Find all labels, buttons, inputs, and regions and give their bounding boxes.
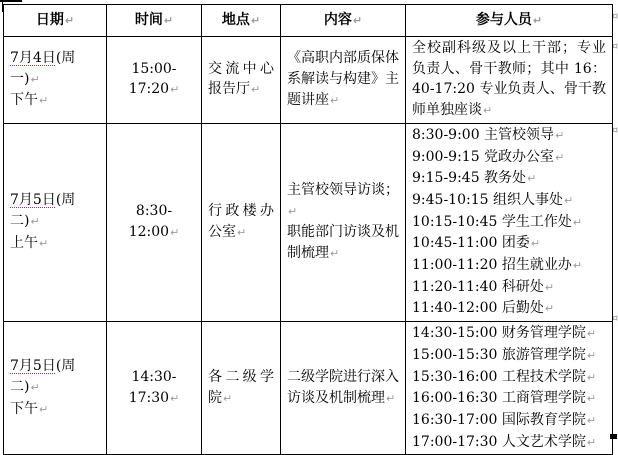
paragraph-mark: ↵ — [555, 150, 565, 164]
participants-cell[interactable] — [406, 322, 613, 455]
paragraph-mark: ↵ — [572, 215, 583, 229]
header-label-time: 时间 — [134, 11, 163, 28]
table-row — [4, 322, 613, 455]
date-text: (周二) — [10, 192, 76, 230]
paragraph-mark: ↵ — [170, 391, 180, 405]
paragraph-mark: ↵ — [544, 302, 555, 316]
date-text: 下午 — [10, 400, 38, 417]
header-cell-date[interactable] — [4, 5, 107, 37]
date-line — [10, 233, 100, 255]
schedule-line — [412, 323, 606, 345]
location-text: 行政楼办公室 — [208, 203, 274, 240]
schedule-text: 14:30-15:00 财务管理学院 — [412, 325, 586, 342]
date-text: (周二) — [10, 358, 76, 395]
content-paragraph — [287, 48, 399, 111]
date-cell[interactable] — [4, 123, 107, 321]
schedule-line — [412, 367, 606, 389]
date-cell[interactable] — [4, 37, 107, 124]
paragraph-mark: ↵ — [527, 172, 537, 186]
schedule-text: 10:45-11:00 团委 — [412, 235, 530, 252]
schedule-line — [412, 345, 606, 367]
paragraph-mark: ↵ — [563, 193, 574, 207]
row-end-mark: ¤ — [612, 11, 618, 22]
schedule-line — [412, 190, 606, 212]
header-label-date: 日期 — [35, 11, 64, 28]
schedule-text: 17:00-17:30 人文艺术学院 — [412, 433, 586, 450]
header-cell-location[interactable] — [202, 5, 281, 37]
date-text-spellchecked: 7月5日 — [10, 192, 56, 209]
date-text-spellchecked: 7月5日 — [10, 358, 56, 375]
participants-cell[interactable] — [406, 123, 613, 321]
schedule-text: 9:00-9:15 党政办公室 — [412, 148, 555, 165]
content-text: 二级学院进行深入访谈及机制梳理 — [287, 369, 399, 406]
schedule-line — [412, 147, 606, 169]
table-row — [4, 37, 613, 124]
date-line — [10, 190, 100, 232]
date-line — [10, 90, 100, 112]
content-cell[interactable] — [281, 322, 406, 455]
paragraph-mark: ↵ — [64, 13, 75, 27]
time-cell[interactable] — [107, 37, 202, 124]
schedule-text: 16:00-16:30 工商管理学院 — [412, 390, 586, 407]
row-end-mark: ¤ — [612, 125, 618, 136]
schedule-line — [412, 277, 606, 299]
paragraph-mark: ↵ — [288, 204, 298, 218]
paragraph-mark: ↵ — [586, 348, 597, 362]
schedule-line — [412, 255, 606, 277]
paragraph-mark: ↵ — [170, 83, 180, 97]
paragraph-mark: ↵ — [586, 327, 597, 341]
schedule-line — [412, 388, 606, 410]
paragraph-mark: ↵ — [572, 259, 583, 273]
date-text: (周一) — [10, 49, 76, 87]
schedule-text: 9:15-9:45 教务处 — [412, 170, 527, 187]
date-text-spellchecked: 7月4日 — [10, 49, 56, 66]
schedule-line — [412, 432, 606, 454]
paragraph-mark: ↵ — [251, 83, 261, 97]
paragraph-mark: ↵ — [586, 392, 597, 406]
date-line — [10, 356, 100, 398]
schedule-text: 9:45-10:15 组织人事处 — [412, 191, 563, 208]
content-paragraph — [287, 180, 399, 222]
header-row — [4, 5, 613, 37]
schedule-line — [412, 298, 606, 320]
paragraph-mark: ↵ — [237, 225, 247, 239]
participants-cell[interactable] — [406, 37, 613, 124]
schedule-text: 8:30-9:00 主管校领导 — [412, 126, 555, 143]
time-text: 8:30-12:00 — [128, 203, 173, 240]
paragraph-mark: ↵ — [30, 380, 40, 394]
schedule-text: 11:00-11:20 招生就业办 — [412, 257, 572, 274]
date-line — [10, 48, 100, 90]
schedule-line — [412, 410, 606, 432]
schedule-text: 10:15-10:45 学生工作处 — [412, 213, 572, 230]
location-text: 各二级学院 — [208, 369, 274, 406]
time-text: 15:00-17:20 — [128, 60, 177, 98]
paragraph-mark: ↵ — [223, 391, 233, 405]
date-cell[interactable] — [4, 322, 107, 455]
row-end-mark: ¤ — [612, 313, 618, 324]
paragraph-mark: ↵ — [330, 247, 340, 261]
header-cell-content[interactable] — [281, 5, 406, 37]
location-text: 交流中心报告厅 — [208, 60, 274, 98]
paragraph-mark: ↵ — [532, 13, 543, 27]
paragraph-mark: ↵ — [586, 435, 597, 449]
paragraph-mark: ↵ — [483, 104, 493, 118]
schedule-text: 11:20-11:40 科研处 — [412, 278, 544, 295]
participants-text: 全校副科级及以上干部；专业负责人、骨干教师；其中 16：40-17:20 专业负责人、骨干教师单独座谈 — [412, 40, 606, 119]
paragraph-mark: ↵ — [39, 236, 49, 250]
header-cell-participants[interactable] — [406, 5, 613, 37]
content-paragraph — [287, 367, 399, 409]
paragraph-mark: ↵ — [586, 370, 597, 384]
date-line — [10, 399, 100, 421]
content-text: 职能部门访谈及机制梳理 — [287, 224, 399, 262]
header-cell-time[interactable] — [107, 5, 202, 37]
date-text: 上午 — [10, 234, 38, 251]
content-text: 《高职内部质保体系解读与构建》主题讲座 — [287, 50, 399, 108]
paragraph-mark: ↵ — [39, 94, 49, 108]
page-artifact-top-bar — [0, 0, 22, 2]
paragraph-mark: ↵ — [352, 13, 363, 27]
schedule-text: 16:30-17:00 国际教育学院 — [412, 411, 586, 428]
schedule-line — [412, 125, 606, 147]
row-end-mark: ¤ — [612, 41, 618, 52]
paragraph-mark: ↵ — [330, 93, 340, 107]
schedule-text: 11:40-12:00 后勤处 — [412, 300, 544, 317]
header-label-location: 地点 — [221, 11, 250, 28]
schedule-line — [412, 212, 606, 234]
participants-paragraph — [412, 38, 606, 122]
paragraph-mark: ↵ — [530, 237, 541, 251]
location-cell[interactable] — [202, 322, 281, 455]
paragraph-mark: ↵ — [250, 13, 261, 27]
content-cell[interactable] — [281, 37, 406, 124]
header-label-content: 内容 — [323, 11, 352, 28]
schedule-text: 15:30-16:00 工程技术学院 — [412, 368, 586, 385]
header-label-participants: 参与人员 — [475, 11, 532, 28]
time-text: 14:30-17:30 — [128, 369, 177, 406]
paragraph-mark: ↵ — [30, 72, 40, 86]
content-text: 主管校领导访谈； — [287, 182, 399, 199]
paragraph-mark: ↵ — [555, 128, 565, 142]
paragraph-mark: ↵ — [386, 391, 396, 405]
paragraph-mark: ↵ — [170, 225, 180, 239]
schedule-table — [3, 4, 613, 455]
paragraph-mark: ↵ — [30, 215, 40, 229]
paragraph-mark: ↵ — [586, 413, 597, 427]
schedule-line — [412, 168, 606, 190]
location-cell[interactable] — [202, 123, 281, 321]
paragraph-mark: ↵ — [163, 13, 174, 27]
schedule-text: 15:00-15:30 旅游管理学院 — [412, 346, 586, 363]
paragraph-mark: ↵ — [39, 402, 49, 416]
table-row — [4, 123, 613, 321]
content-paragraph — [287, 222, 399, 264]
location-cell[interactable] — [202, 37, 281, 124]
schedule-line — [412, 233, 606, 255]
paragraph-mark: ↵ — [544, 280, 555, 294]
time-cell[interactable] — [107, 123, 202, 321]
date-text: 下午 — [10, 92, 38, 109]
time-cell[interactable] — [107, 322, 202, 455]
content-cell[interactable] — [281, 123, 406, 321]
